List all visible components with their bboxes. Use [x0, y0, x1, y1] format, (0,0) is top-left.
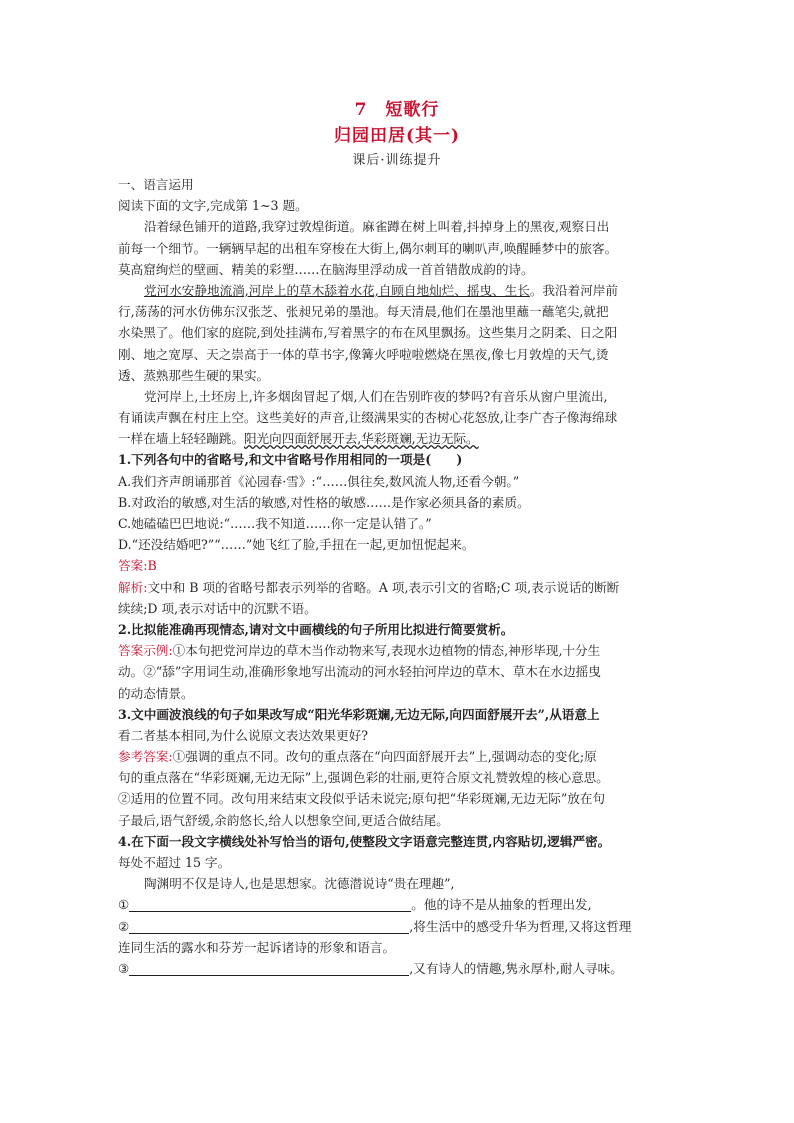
passage-line: 莫高窟绚烂的壁画、精美的彩塑……在脑海里浮动成一首首错散成韵的诗。	[118, 261, 534, 277]
answer-line	[118, 746, 678, 767]
analysis-line	[118, 577, 678, 598]
q4-blank-line-2	[118, 916, 678, 937]
question-4-stem: 4.在下面一段文字横线处补写恰当的语句,使整段文字语意完整连贯,内容贴切,逻辑严密。	[118, 833, 611, 849]
passage-line: 透、蒸熟那些生硬的果实。	[118, 367, 270, 383]
analysis-text: 文中和 B 项的省略号都表示列举的省略。A 项,表示引文的省略;C 项,表示说话的断断	[147, 579, 620, 595]
q4-text-cont: 连同生活的露水和芬芳一起诉诸诗的形象和语言。	[118, 939, 396, 955]
answer-line	[118, 640, 678, 661]
q4-blank-line-3	[118, 958, 678, 979]
analysis-line: 续续;D 项,表示对话中的沉默不语。	[118, 600, 317, 616]
fill-blank-1[interactable]	[129, 897, 411, 912]
poem-title: 归园田居(其一)	[333, 126, 461, 146]
passage-line: 沿着绿色铺开的道路,我穿过敦煌街道。麻雀蹲在树上叫着,抖掉身上的黑夜,观察日出	[144, 219, 610, 235]
analysis-label: 解析:	[118, 579, 148, 595]
answer-line: 的动态情景。	[118, 685, 194, 701]
q4-text: ,将生活中的感受升华为哲理,又将这哲理	[409, 918, 632, 934]
fill-blank-3[interactable]	[129, 961, 409, 976]
q4-text: 。他的诗不是从抽象的哲理出发,	[411, 897, 592, 913]
section-intro: 阅读下面的文字,完成第 1~3 题。	[118, 198, 308, 214]
wavy-underlined-sentence: 阳光向四面舒展开去,华彩斑斓,无边无际。	[243, 431, 479, 447]
passage-line: 水染黑了。他们家的庭院,到处挂满布,写着黑字的布在风里飘扬。这些集月之阴柔、日之阳	[118, 325, 618, 341]
q4-text: ,又有诗人的情趣,隽永厚朴,耐人寻味。	[409, 960, 623, 976]
underlined-sentence: 党河水安静地流淌,河岸上的草木舔着水花,自顾自地灿烂、摇曳、生长	[144, 282, 530, 298]
option-b: B.对政治的敏感,对生活的敏感,对性格的敏感……是作家必须具备的素质。	[118, 494, 530, 510]
passage-text: 一样在墙上轻轻蹦跳。	[118, 431, 244, 447]
answer-line: ②适用的位置不同。改句用来结束文段似乎话未说完;原句把“华彩斑斓,无边无际”放在句	[118, 791, 606, 807]
passage-line	[118, 280, 678, 301]
passage-text: 。我沿着河岸前	[529, 282, 618, 298]
question-1-stem: 1.下列各句中的省略号,和文中省略号作用相同的一项是( )	[118, 452, 463, 468]
passage-line: 刚、地之宽厚、天之崇高于一体的草书字,像篝火呼啦啦燃烧在黑夜,像七月敦煌的天气,烫	[118, 346, 609, 362]
answer-label: 答案示例:	[118, 643, 173, 659]
answer-line	[118, 555, 678, 576]
answer-line: 句的重点落在“华彩斑斓,无边无际”上,强调色彩的壮丽,更符合原文礼赞敦煌的核心意思。	[118, 770, 609, 786]
answer-text: ①强调的重点不同。改句的重点落在“向四面舒展开去”上,强调动态的变化;原	[172, 749, 597, 765]
lesson-title: 7 短歌行	[354, 100, 440, 120]
option-c: C.她磕磕巴巴地说:“……我不知道……你一定是认错了。”	[118, 516, 432, 531]
answer-line: 子最后,语气舒缓,余韵悠长,给人以想象空间,更适合做结尾。	[118, 812, 449, 828]
answer-line: 动。②“舔”字用词生动,准确形象地写出流动的河水轻拍河岸边的草木、草木在水边摇曳	[118, 664, 601, 680]
question-2-stem: 2.比拟能准确再现情态,请对文中画横线的句子所用比拟进行简要赏析。	[118, 621, 514, 637]
q4-text-intro: 陶渊明不仅是诗人,也是思想家。沈德潜说诗“贵在理趣”,	[144, 876, 455, 892]
passage-line: 行,荡荡的河水仿佛东汉张芝、张昶兄弟的墨池。每天清晨,他们在墨池里蘸一蘸笔尖,就把	[118, 304, 609, 320]
passage-line: 前每一个细节。一辆辆早起的出租车穿梭在大街上,偶尔刺耳的喇叭声,唤醒睡梦中的旅客。	[118, 240, 618, 256]
question-4-stem-cont: 每处不超过 15 字。	[118, 855, 231, 870]
answer-label: 参考答案:	[118, 749, 173, 765]
content	[118, 174, 678, 979]
answer-label: 答案:	[118, 558, 148, 574]
passage-line: 有诵读声飘在村庄上空。这些美好的声音,让缀满果实的杏树心花怒放,让李广杏子像海绵球	[118, 410, 618, 426]
title-block	[0, 98, 794, 170]
q4-blank-line-1	[118, 894, 678, 915]
question-3-stem-cont: 看二者基本相同,为什么说原文表达效果更好?	[118, 727, 369, 743]
question-3-stem: 3.文中画波浪线的句子如果改写成“阳光华彩斑斓,无边无际,向四面舒展开去”,从语意上	[118, 706, 600, 722]
blank-marker: ②	[118, 918, 130, 934]
answer-value: B	[147, 558, 157, 574]
blank-marker: ③	[118, 960, 130, 976]
blank-marker: ①	[118, 897, 130, 913]
answer-text: ①本句把党河岸边的草木当作动物来写,表现水边植物的情态,神形毕现,十分生	[172, 643, 601, 659]
section-heading: 一、语言运用	[118, 177, 194, 192]
passage-line: 党河岸上,土坯房上,许多烟囱冒起了烟,人们在告别昨夜的梦吗?有音乐从窗户里流出,	[144, 388, 608, 404]
option-a: A.我们齐声朗诵那首《沁园春·雪》:“……俱往矣,数风流人物,还看今朝。”	[118, 473, 520, 489]
subtitle: 课后·训练提升	[352, 153, 442, 168]
fill-blank-2[interactable]	[129, 919, 409, 934]
passage-line	[118, 428, 678, 449]
option-d: D.“还没结婚吧?”“……”她飞红了脸,手扭在一起,更加忸怩起来。	[118, 537, 475, 553]
